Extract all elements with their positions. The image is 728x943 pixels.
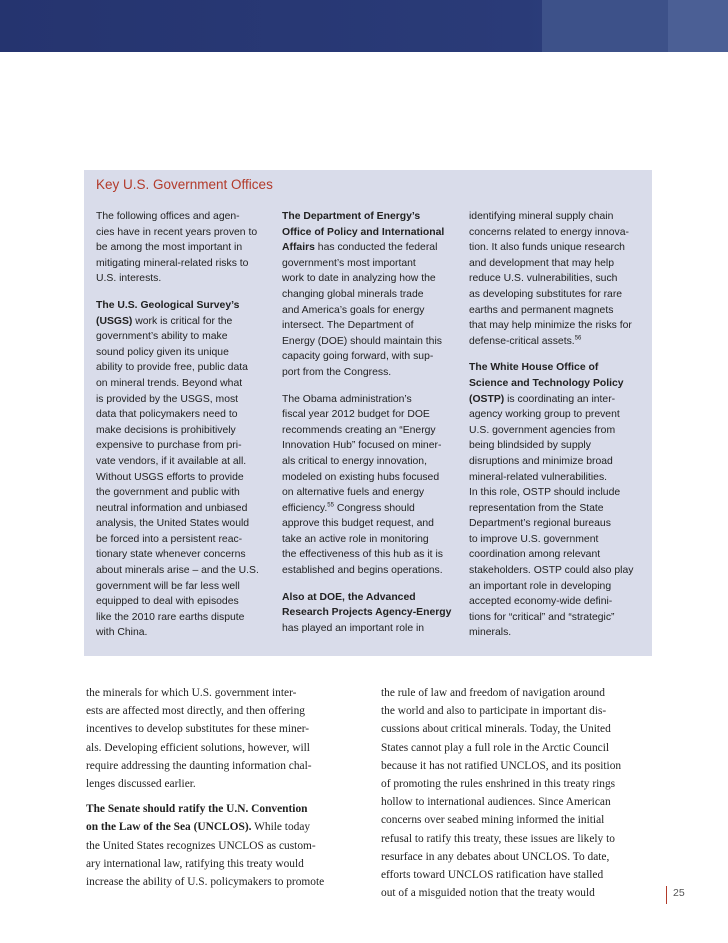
- body-paragraph: the rule of law and freedom of navigation around the world and also to participate in important dis- cussions about critical minerals. Today, the United States cannot play a full role in the Arctic Council because it has not ratified UNCLOS, and its position of promoting the rules enshrined in this treaty rings hollow to international audiences. Since American concerns over seabed mining informed the initial refusal to ratify this treaty, these issues are likely to resurface in any debates about UNCLOS. To date, efforts toward UNCLOS ratification have stalled out of a misguided notion that the treaty would: [381, 687, 622, 900]
- unclos-paragraph: The Senate should ratify the U.N. Convention on the Law of the Sea (UNCLOS). While today the United States recognizes UNCLOS as custom- ary international law, ratifying this treaty would increase the ability of U.S. policymakers to promote: [86, 800, 358, 891]
- arpa-continued-paragraph: identifying mineral supply chain concerns related to energy innova- tion. It also funds unique research and development that may help reduce U.S. vulnerabilities, such as developing substitutes for rare earths and permanent magnets that may help minimize the risks for defense-critical assets.$^{56}$: [469, 211, 632, 347]
- unclos-heading: The Senate should ratify the U.N. Convention: [86, 803, 308, 816]
- doe-heading: The Department of Energy’s: [282, 211, 421, 222]
- sidebar-column-2: [282, 209, 456, 647]
- footnote-55: 55: [327, 502, 334, 509]
- body-column-left: [86, 684, 358, 898]
- body-paragraph: the minerals for which U.S. government inter- ests are affected most directly, and then offering incentives to develop substitutes for these miner- als. Developing efficient solutions, however, will require addressing the daunting information chal- lenges discussed earlier.: [86, 687, 312, 791]
- usgs-heading: The U.S. Geological Survey’s: [96, 299, 240, 311]
- header-accent-block-light: [668, 0, 728, 52]
- arpa-paragraph: Also at DOE, the Advanced Research Projects Agency-Energy has played an important role in: [282, 590, 456, 637]
- ostp-paragraph: The White House Office of Science and Technology Policy (OSTP) is coordinating an inter- agency working group to prevent U.S. government agencies from being blindsided by supply disruptions and minimize broad mineral-related vulnerabilities. In this role, OSTP should include representation from the State Department’s regional bureaus to improve U.S. government coordination among relevant stakeholders. OSTP could also play an important role in developing accepted economy-wide defini- tions for “critical” and “strategic” minerals.: [469, 360, 645, 641]
- sidebar-intro: The following offices and agen- cies have in recent years proven to be among the most important in mitigating mineral-related risks to U.S. interests.: [96, 211, 258, 285]
- sidebar-column-3: [469, 209, 645, 652]
- usgs-paragraph: The U.S. Geological Survey’s (USGS) work is critical for the government’s ability to make sound policy given its unique ability to provide free, public data on mineral trends. Beyond what is provided by the USGS, most data that policymakers need to make decisions is prohibitively expensive to purchase from pri- vate vendors, if it available at all. Without USGS efforts to provide the government and public with neutral information and unbiased analysis, the United States would be forced into a persistent reac- tionary state whenever concerns about minerals arise – and the U.S. government will be far less well equipped to deal with episodes like the 2010 rare earths dispute with China.: [96, 298, 271, 641]
- sidebar-column-1: [96, 209, 271, 652]
- page-number-rule: [666, 886, 667, 904]
- arpa-heading: Also at DOE, the Advanced: [282, 591, 416, 603]
- sidebar-title: Key U.S. Government Offices: [96, 177, 273, 192]
- footnote-56: 56: [574, 335, 582, 342]
- body-column-right: [381, 684, 653, 909]
- ostp-heading: The White House Office of: [469, 362, 599, 374]
- obama-budget-paragraph: The Obama administration’s fiscal year 2012 budget for DOE recommends creating an “Energy Innovation Hub” focused on miner- als critical to energy innovation, modeled on existing hubs focused on alternative fuels and energy efficiency.$^{55}$ Congress should approve this budget request, and take an active role in monitoring the effectiveness of this hub as it is established and begins operations.: [282, 393, 443, 577]
- page-number: 25: [673, 887, 685, 899]
- doe-paragraph: The Department of Energy’s Office of Policy and International Affairs has conducted the federal government’s most important work to date in analyzing how the changing global minerals trade and America’s goals for energy intersect. The Department of Energy (DOE) should maintain this capacity going forward, with sup- port from the Congress.: [282, 209, 456, 381]
